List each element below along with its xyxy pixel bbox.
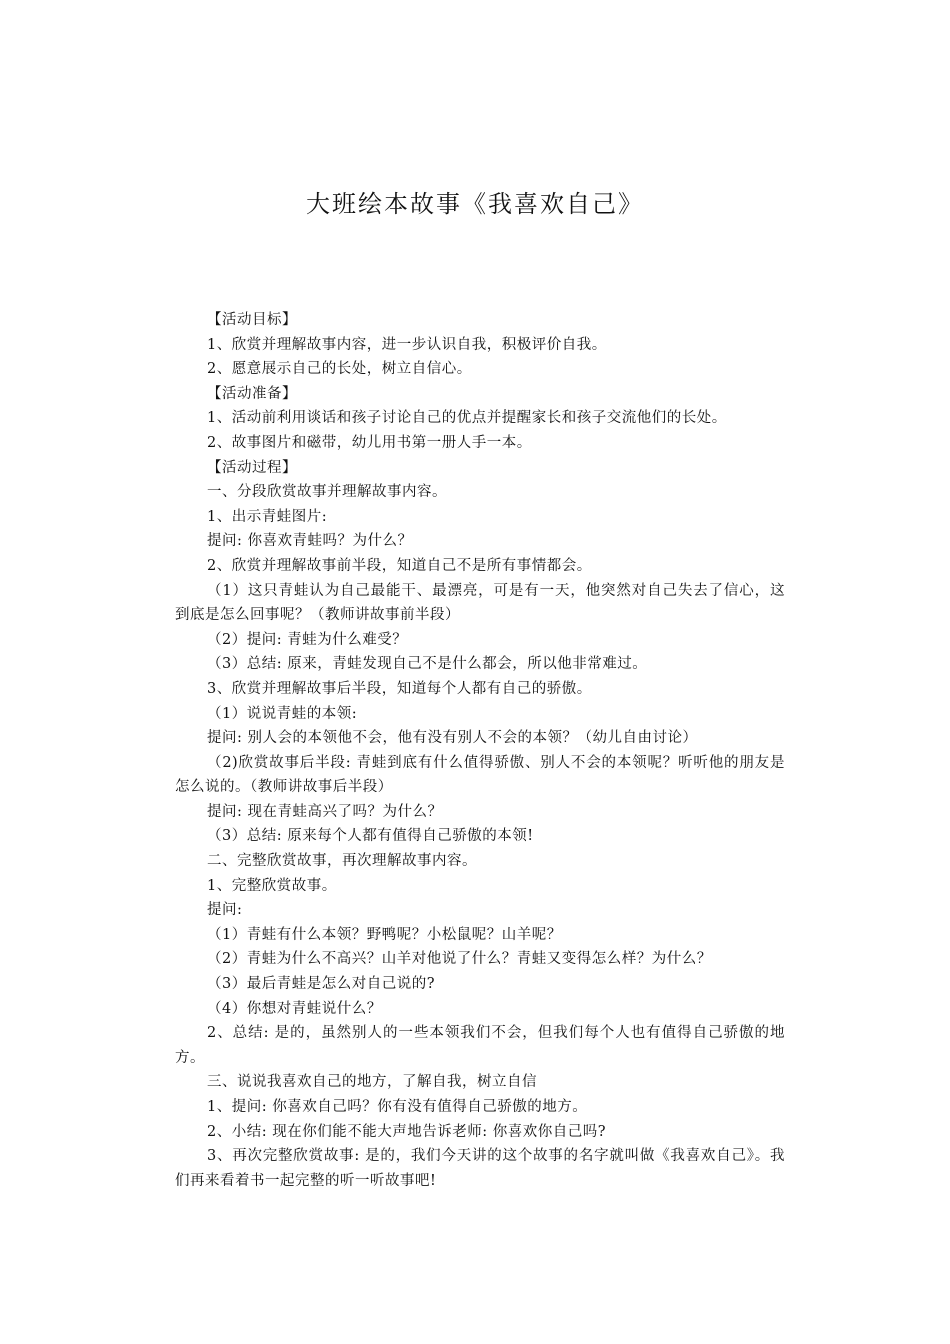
paragraph: （4）你想对青蛙说什么？ xyxy=(207,1000,382,1017)
section-heading: 【活动目标】 xyxy=(207,312,297,328)
paragraph: （2）提问: 青蛙为什么难受？ xyxy=(207,631,408,648)
section-heading: 【活动准备】 xyxy=(207,385,297,402)
paragraph: 1、提问: 你喜欢自己吗？你有没有值得自己骄傲的地方。 xyxy=(207,1099,588,1115)
paragraph: 一、分段欣赏故事并理解故事内容。 xyxy=(207,484,447,501)
document-title: 大班绘本故事《我喜欢自己》 xyxy=(306,190,644,218)
paragraph: （1）这只青蛙认为自己最能干、最漂亮，可是有一天，他突然对自己失去了信心，这到底是怎么回事呢？（教师讲故事前半段） xyxy=(175,582,785,624)
paragraph: （3）总结: 原来每个人都有值得自己骄傲的本领! xyxy=(207,828,534,845)
paragraph: （1）说说青蛙的本领: xyxy=(207,705,358,722)
paragraph: 3、欣赏并理解故事后半段，知道每个人都有自己的骄傲。 xyxy=(207,680,592,697)
paragraph: 2、小结: 现在你们能不能大声地告诉老师: 你喜欢你自己吗? xyxy=(207,1123,606,1140)
paragraph: 2、总结: 是的，虽然别人的一些本领我们不会，但我们每个人也有值得自己骄傲的地方。 xyxy=(175,1025,785,1066)
paragraph: 1、欣赏并理解故事内容，进一步认识自我，积极评价自我。 xyxy=(207,336,607,353)
paragraph: 1、完整欣赏故事。 xyxy=(207,877,337,894)
document-body xyxy=(175,308,785,1193)
paragraph: 2、愿意展示自己的长处，树立自信心。 xyxy=(207,361,472,378)
paragraph: （2）青蛙为什么不高兴？山羊对他说了什么？青蛙又变得怎么样？为什么？ xyxy=(207,951,712,968)
paragraph: 2、欣赏并理解故事前半段，知道自己不是所有事情都会。 xyxy=(207,557,592,574)
paragraph: 提问: 你喜欢青蛙吗？为什么？ xyxy=(207,533,413,550)
paragraph: （3）总结: 原来，青蛙发现自己不是什么都会，所以他非常难过。 xyxy=(207,656,648,673)
paragraph: （3）最后青蛙是怎么对自己说的? xyxy=(207,976,435,993)
section-heading: 【活动过程】 xyxy=(207,459,297,476)
paragraph: 1、活动前利用谈话和孩子讨论自己的优点并提醒家长和孩子交流他们的长处。 xyxy=(207,410,727,427)
paragraph: 提问: xyxy=(207,902,243,919)
paragraph: 提问: 别人会的本领他不会，他有没有别人不会的本领？（幼儿自由讨论） xyxy=(207,730,698,747)
paragraph: （1）青蛙有什么本领？野鸭呢？小松鼠呢？山羊呢？ xyxy=(207,926,562,943)
paragraph: 提问: 现在青蛙高兴了吗？为什么？ xyxy=(207,803,443,820)
paragraph: 3、再次完整欣赏故事: 是的，我们今天讲的这个故事的名字就叫做《我喜欢自己》。我们再来看着书一起完整的听一听故事吧! xyxy=(175,1148,785,1189)
paragraph: 1、出示青蛙图片: xyxy=(207,508,328,525)
paragraph: 2、故事图片和磁带，幼儿用书第一册人手一本。 xyxy=(207,434,532,451)
paragraph: （2)欣赏故事后半段: 青蛙到底有什么值得骄傲、别人不会的本领呢？听听他的朋友是怎么说的。（教师讲故事后半段） xyxy=(175,754,785,796)
paragraph: 二、完整欣赏故事，再次理解故事内容。 xyxy=(207,853,477,870)
paragraph: 三、说说我喜欢自己的地方，了解自我，树立自信 xyxy=(207,1074,537,1091)
